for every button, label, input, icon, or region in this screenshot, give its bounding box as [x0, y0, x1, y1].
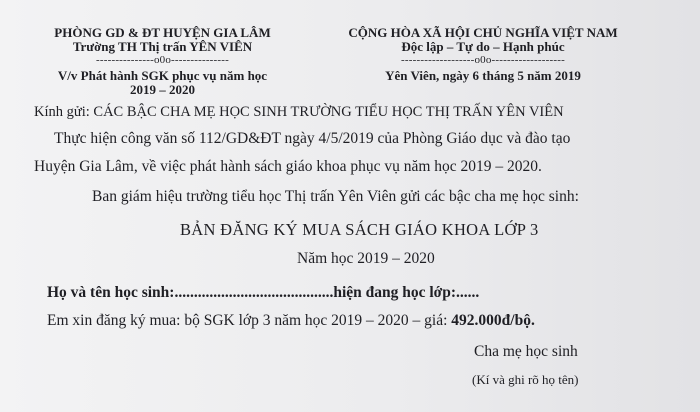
- paragraph-1-line-1: Thực hiện công văn số 112/GD&ĐT ngày 4/5/2019 của Phòng Giáo dục và đào tạo: [54, 130, 571, 147]
- office-name: PHÒNG GD & ĐT HUYỆN GIA LÂM: [54, 25, 271, 40]
- subject-line-2: 2019 – 2020: [130, 82, 195, 97]
- signer-note: (Kí và ghi rõ họ tên): [472, 372, 579, 387]
- country-name: CỘNG HÒA XÃ HỘI CHỦ NGHĨA VIỆT NAM: [348, 25, 618, 40]
- register-text: Em xin đăng ký mua: bộ SGK lớp 3 năm học 2019 – 2020 – giá:: [47, 312, 448, 329]
- price-value: 492.000đ/bộ.: [451, 312, 535, 329]
- school-year: Năm học 2019 – 2020: [297, 250, 435, 267]
- subject-line-1: V/v Phát hành SGK phục vụ năm học: [57, 68, 268, 83]
- register-line: [47, 312, 535, 330]
- school-name: Trường TH Thị trấn YÊN VIÊN: [72, 39, 253, 54]
- recipient-line: Kính gửi: CÁC BẬC CHA MẸ HỌC SINH TRƯỜNG TIỂU HỌC THỊ TRẤN YÊN VIÊN: [34, 104, 564, 120]
- student-name-field: Họ và tên học sinh:.........................................hiện đang học lớp:......: [47, 284, 480, 301]
- header-left: [30, 26, 295, 97]
- national-motto: Độc lập – Tự do – Hạnh phúc: [401, 39, 565, 54]
- paragraph-1-line-2: Huyện Gia Lâm, về việc phát hành sách giáo khoa phục vụ năm học 2019 – 2020.: [34, 158, 542, 175]
- place-date: Yên Viên, ngày 6 tháng 5 năm 2019: [385, 68, 581, 83]
- form-title: BẢN ĐĂNG KÝ MUA SÁCH GIÁO KHOA LỚP 3: [180, 220, 539, 239]
- paragraph-2: Ban giám hiệu trường tiểu học Thị trấn Yên Viên gửi các bậc cha mẹ học sinh:: [92, 188, 579, 205]
- header-left-divider: ---------------o0o---------------: [96, 54, 229, 66]
- signer-title: Cha mẹ học sinh: [474, 343, 578, 360]
- header-right-divider: -------------------o0o-------------------: [401, 54, 565, 66]
- header-right: [318, 26, 648, 83]
